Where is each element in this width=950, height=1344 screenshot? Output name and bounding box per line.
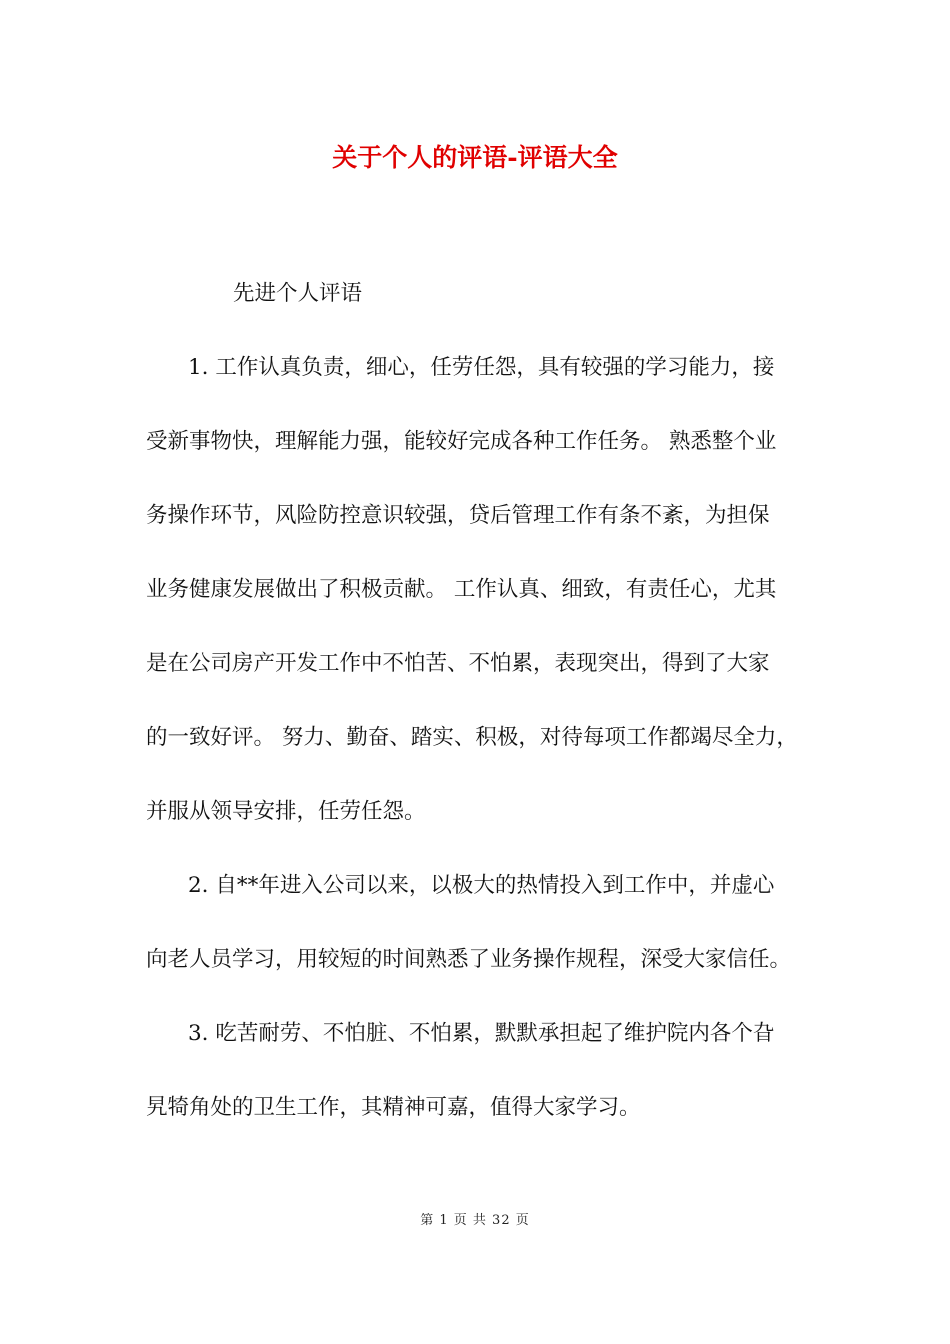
- paragraph-line: 并服从领导安排，任劳任怨。: [146, 799, 426, 824]
- paragraph-line: 业务健康发展做出了积极贡献。 工作认真、细致，有责任心，尤其: [146, 577, 777, 602]
- paragraph-line: 受新事物快，理解能力强，能较好完成各种工作任务。 熟悉整个业: [146, 429, 777, 454]
- paragraph-line: 务操作环节，风险防控意识较强，贷后管理工作有条不紊，为担保: [146, 503, 770, 528]
- paragraph-line: 向老人员学习，用较短的时间熟悉了业务操作规程，深受大家信任。: [146, 947, 792, 972]
- document-title: 关于个人的评语-评语大全: [332, 143, 618, 172]
- paragraph-line: 旯犄角处的卫生工作，其精神可嘉，值得大家学习。: [146, 1095, 641, 1120]
- paragraph-line: 3. 吃苦耐劳、不怕脏、不怕累，默默承担起了维护院内各个旮: [188, 1021, 775, 1046]
- paragraph-line: 2. 自**年进入公司以来，以极大的热情投入到工作中，并虚心: [188, 873, 775, 898]
- paragraph-line: 1. 工作认真负责，细心，任劳任怨，具有较强的学习能力，接: [188, 355, 775, 380]
- section-heading: 先进个人评语: [233, 281, 363, 306]
- page-footer: 第 1 页 共 32 页: [420, 1213, 530, 1228]
- paragraph-line: 是在公司房产开发工作中不怕苦、不怕累，表现突出，得到了大家: [146, 651, 770, 676]
- paragraph-line: 的一致好评。 努力、勤奋、踏实、积极，对待每项工作都竭尽全力，: [146, 725, 798, 750]
